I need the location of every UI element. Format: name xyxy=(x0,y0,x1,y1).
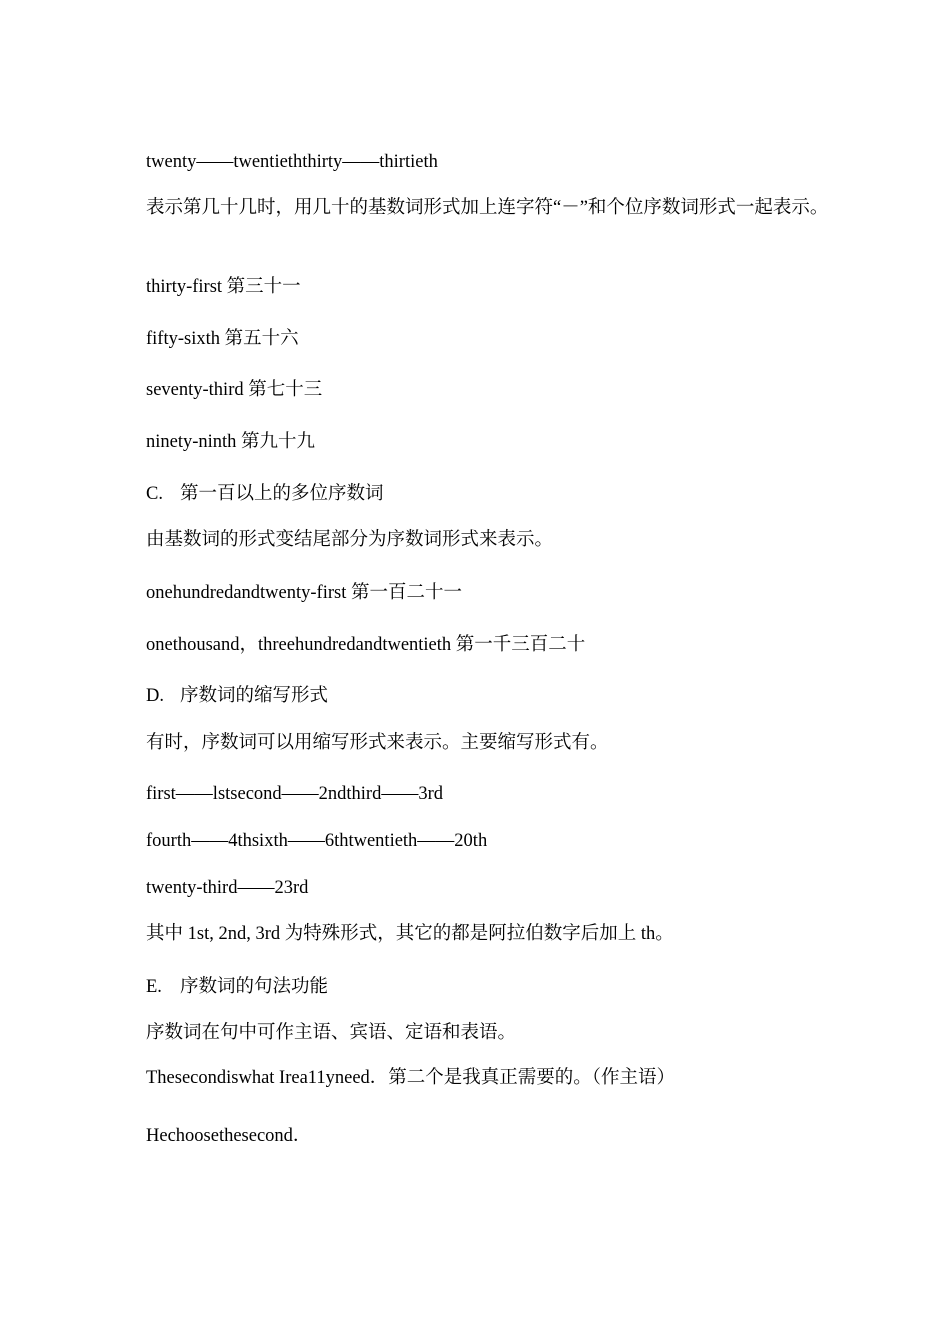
section-title-d: 序数词的缩写形式 xyxy=(180,686,329,706)
abbreviation-line-3: twenty-third——23rd xyxy=(146,878,309,898)
example-one-hundred-twenty-first: onehundredandtwenty-first 第一百二十一 xyxy=(146,583,462,603)
example-thirty-first: thirty-first 第三十一 xyxy=(146,277,301,297)
section-title-e: 序数词的句法功能 xyxy=(180,977,329,997)
paragraph-hundred-ordinals: 由基数词的形式变结尾部分为序数词形式来表示。 xyxy=(146,530,554,550)
section-heading-e xyxy=(146,975,328,999)
paragraph-abbreviations: 有时，序数词可以用缩写形式来表示。主要缩写形式有。 xyxy=(146,733,609,753)
section-heading-c xyxy=(146,482,384,506)
example-ninety-ninth: ninety-ninth 第九十九 xyxy=(146,432,316,452)
paragraph-compound-ordinals: 表示第几十几时，用几十的基数词形式加上连字符“－”和个位序数词形式一起表示。 xyxy=(146,198,829,218)
paragraph-special-forms: 其中 1st, 2nd, 3rd 为特殊形式，其它的都是阿拉伯数字后加上 th。 xyxy=(146,924,674,944)
abbreviation-line-2: fourth——4thsixth——6thtwentieth——20th xyxy=(146,831,488,851)
text-line-twenty-thirty: twenty——twentieththirty——thirtieth xyxy=(146,152,438,172)
example-sentence-subject: Thesecondiswhat Irea11yneed．第二个是我真正需要的。（作主语） xyxy=(146,1068,676,1088)
section-letter-d: D. xyxy=(146,686,164,706)
paragraph-syntax-function: 序数词在句中可作主语、宾语、定语和表语。 xyxy=(146,1023,517,1043)
section-letter-e: E. xyxy=(146,977,162,997)
example-one-thousand-three-hundred-twentieth: onethousand，threehundredandtwentieth 第一千三百二十 xyxy=(146,635,586,655)
example-sentence-object: Hechoosethesecond． xyxy=(146,1126,312,1146)
example-seventy-third: seventy-third 第七十三 xyxy=(146,380,323,400)
section-heading-d xyxy=(146,684,328,708)
section-letter-c: C. xyxy=(146,484,163,504)
section-title-c: 第一百以上的多位序数词 xyxy=(180,484,384,504)
example-fifty-sixth: fifty-sixth 第五十六 xyxy=(146,329,299,349)
abbreviation-line-1: first——lstsecond——2ndthird——3rd xyxy=(146,784,444,804)
